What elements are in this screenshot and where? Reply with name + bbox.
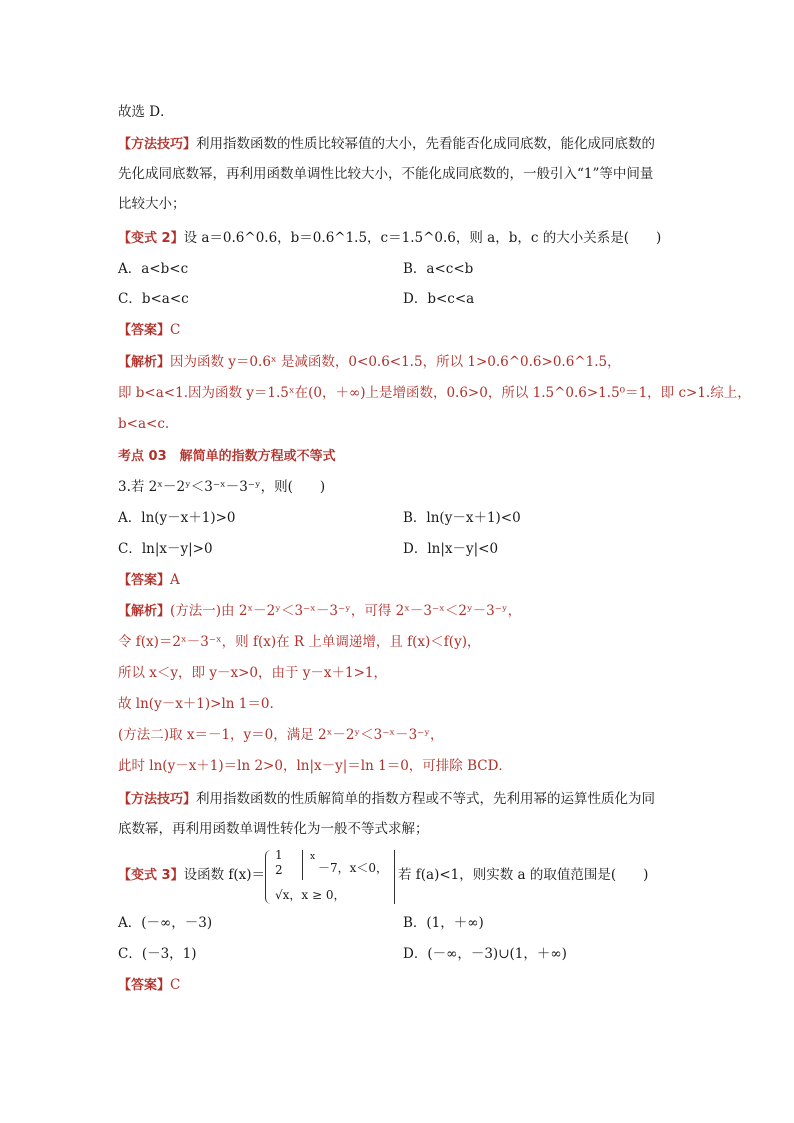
method-tip-1: 【方法技巧】利用指数函数的性质比较幂值的大小，先看能否化成同底数，能化成同底数的 <box>118 136 656 152</box>
analysis-1: 【解析】因为函数 y＝0.6ˣ 是减函数，0<0.6<1.5，所以 1>0.6^0.6>0.6^1.5， <box>118 354 621 370</box>
option-a: A．ln(y－x＋1)>0 <box>118 510 236 526</box>
text-line: 底数幂，再利用函数单调性转化为一般不等式求解； <box>118 821 429 837</box>
text-line: 比较大小； <box>118 196 186 212</box>
analysis-line: 故 ln(y－x＋1)>ln 1＝0. <box>118 696 274 712</box>
analysis-line: b<a<c. <box>118 416 170 432</box>
piece-bottom: √x，x ≥ 0， <box>275 888 346 902</box>
option-d: D．ln|x－y|<0 <box>403 541 499 557</box>
option-c: C．ln|x－y|>0 <box>118 541 213 557</box>
option-b: B．a<c<b <box>403 261 474 277</box>
method-tip-2: 【方法技巧】利用指数函数的性质解简单的指数方程或不等式，先利用幂的运算性质化为同 <box>118 791 656 807</box>
option-d: D．(－∞，－3)∪(1，＋∞) <box>403 946 567 962</box>
variant-3-question: 【变式 3】设函数 f(x)＝ <box>118 867 266 883</box>
option-a: A．a<b<c <box>118 261 189 277</box>
option-c: C．(－3，1) <box>118 946 197 962</box>
question-3: 3.若 2ˣ－2ʸ＜3⁻ˣ－3⁻ʸ，则( ) <box>118 479 326 495</box>
paren-right <box>300 850 303 880</box>
option-b: B．ln(y－x＋1)<0 <box>403 510 521 526</box>
piece-top-rest: －7，x＜0， <box>318 861 389 875</box>
piece-fraction-num: 1 <box>275 848 283 862</box>
answer-3: 【答案】C <box>118 977 181 993</box>
variant-2-question: 【变式 2】设 a＝0.6^0.6，b＝0.6^1.5，c＝1.5^0.6，则 a，b，c 的大小关系是( ) <box>118 230 662 246</box>
answer-2: 【答案】A <box>118 572 180 588</box>
analysis-line: 此时 ln(y－x＋1)＝ln 2>0，ln|x－y|＝ln 1＝0，可排除 BCD． <box>118 758 512 774</box>
analysis-line: 所以 x＜y，即 y－x>0，由于 y－x＋1>1， <box>118 665 387 681</box>
section-heading: 考点 03 解简单的指数方程或不等式 <box>118 449 336 464</box>
analysis-line: (方法二)取 x＝－1，y＝0，满足 2ˣ－2ʸ＜3⁻ˣ－3⁻ʸ， <box>118 727 444 743</box>
variant-3-question-rest: 若 f(a)<1，则实数 a 的取值范围是( ) <box>398 867 649 883</box>
analysis-2: 【解析】(方法一)由 2ˣ－2ʸ＜3⁻ˣ－3⁻ʸ，可得 2ˣ－3⁻ˣ＜2ʸ－3⁻ʸ， <box>118 603 522 619</box>
option-b: B．(1，＋∞) <box>403 915 484 931</box>
option-a: A．(－∞，－3) <box>118 915 213 931</box>
text-line: 先化成同底数幂，再利用函数单调性比较大小，不能化成同底数的，一般引入“1”等中间量 <box>118 166 654 182</box>
text-line: 故选 D． <box>118 104 174 120</box>
piece-fraction-den: 2 <box>275 863 283 877</box>
analysis-line: 即 b<a<1.因为函数 y＝1.5ˣ在(0，＋∞)上是增函数，0.6>0，所以 1.5^0.6>1.5⁰＝1，即 c>1.综上， <box>118 385 751 401</box>
piecewise-right-bar <box>392 850 395 904</box>
answer-1: 【答案】C <box>118 322 181 338</box>
option-c: C．b<a<c <box>118 291 189 307</box>
piecewise-brace <box>265 850 272 904</box>
option-d: D．b<c<a <box>403 291 475 307</box>
piece-exponent: x <box>310 852 316 862</box>
analysis-line: 令 f(x)＝2ˣ－3⁻ˣ，则 f(x)在 R 上单调递增，且 f(x)＜f(y)， <box>118 634 481 650</box>
